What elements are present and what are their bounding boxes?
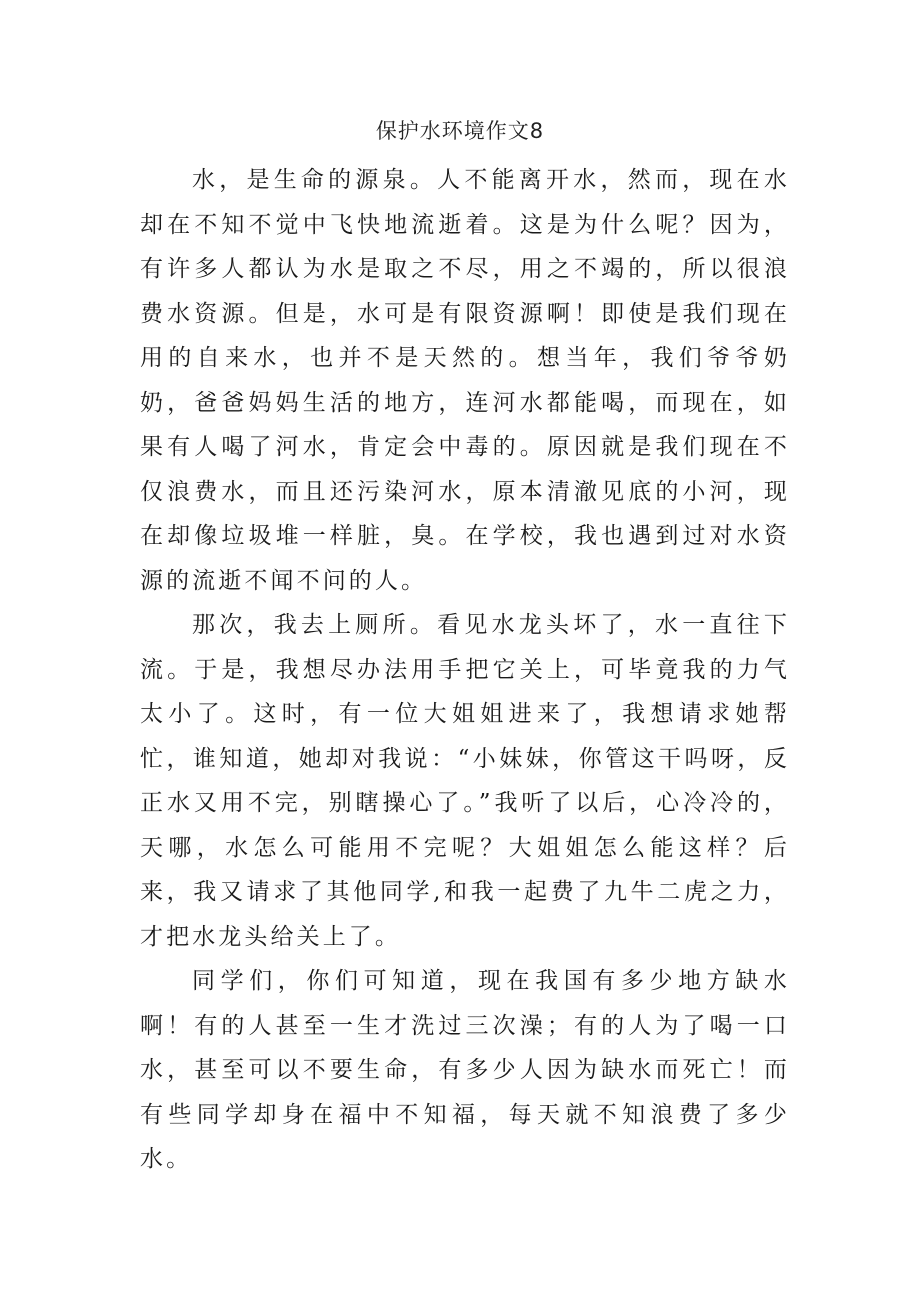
paragraph-3: 同学们，你们可知道，现在我国有多少地方缺水啊！有的人甚至一生才洗过三次澡；有的人为了喝一口水，甚至可以不要生命，有多少人因为缺水而死亡！而有些同学却身在福中不知福，每天就不知浪费了多少水。 bbox=[140, 968, 790, 1172]
paragraph-2: 那次，我去上厕所。看见水龙头坏了，水一直往下流。于是，我想尽办法用手把它关上，可毕竟我的力气太小了。这时，有一位大姐姐进来了，我想请求她帮忙，谁知道，她却对我说：“小妹妹，你管这干吗呀，反正水又用不完，别瞎操心了。”我听了以后，心冷冷的，天哪，水怎么可能用不完呢？大姐姐怎么能这样？后来，我又请求了其他同学,和我一起费了九牛二虎之力，才把水龙头给关上了。 bbox=[140, 612, 790, 950]
page-title: 保护水环境作文8 bbox=[375, 119, 545, 143]
essay-body bbox=[140, 158, 790, 1182]
paragraph-1: 水，是生命的源泉。人不能离开水，然而，现在水却在不知不觉中飞快地流逝着。这是为什么呢？因为，有许多人都认为水是取之不尽，用之不竭的，所以很浪费水资源。但是，水可是有限资源啊！即使是我们现在用的自来水，也并不是天然的。想当年，我们爷爷奶奶，爸爸妈妈生活的地方，连河水都能喝，而现在，如果有人喝了河水，肯定会中毒的。原因就是我们现在不仅浪费水，而且还污染河水，原本清澈见底的小河，现在却像垃圾堆一样脏，臭。在学校，我也遇到过对水资源的流逝不闻不问的人。 bbox=[140, 167, 790, 594]
